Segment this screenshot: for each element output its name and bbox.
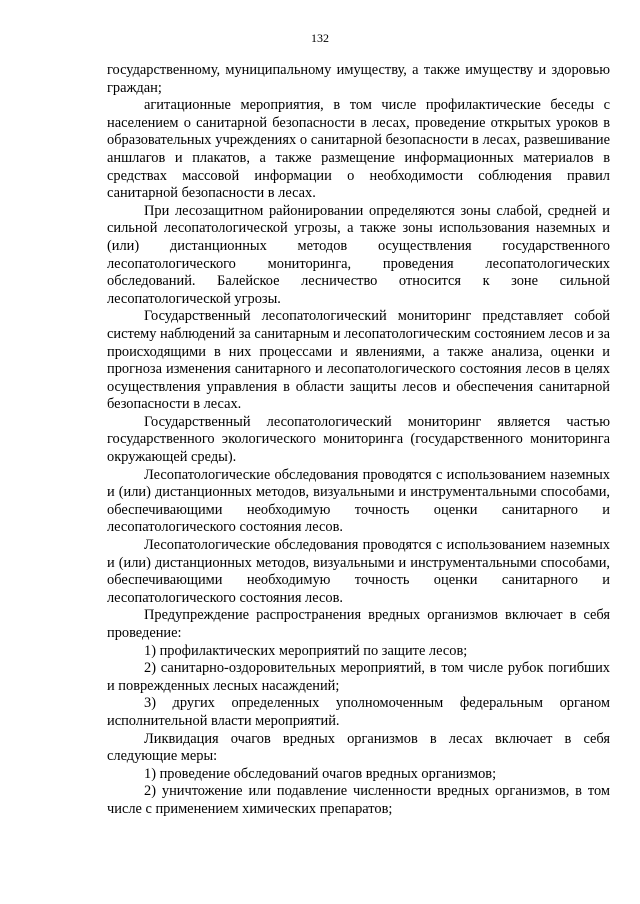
paragraph: Предупреждение распространения вредных организмов включает в себя проведение: bbox=[107, 607, 610, 641]
paragraph: При лесозащитном районировании определяются зоны слабой, средней и сильной лесопатологической угрозы, а также зоны использования наземных и (или) дистанционных методов осуществления государственного лесопатологического мониторинга, проведения лесопатологических обследований. Балейское лесничество относится к зоне сильной лесопатологической угрозы. bbox=[107, 202, 610, 307]
paragraph: агитационные мероприятия, в том числе профилактические беседы с населением о санитарной безопасности в лесах, проведение открытых уроков в образовательных учреждениях о санитарной безопасности в лесах, развешивание аншлагов и плакатов, а также размещение информационных материалов в средствах массовой информации о необходимости соблюдения правил санитарной безопасности в лесах. bbox=[107, 97, 610, 202]
paragraph: Государственный лесопатологический мониторинг представляет собой систему наблюдений за санитарным и лесопатологическим состоянием лесов и за происходящими в них процессами и явлениями, а также анализа, оценки и прогноза изменения санитарного и лесопатологического состояния лесов в целях осуществления управления в области защиты лесов и обеспечения санитарной безопасности в лесах. bbox=[107, 308, 610, 413]
paragraph: государственному, муниципальному имуществу, а также имуществу и здоровью граждан; bbox=[107, 62, 610, 96]
page-number: 132 bbox=[311, 31, 329, 45]
paragraph: Лесопатологические обследования проводятся с использованием наземных и (или) дистанционных методов, визуальными и инструментальными способами, обеспечивающими необходимую точность оценки санитарного и лесопатологического состояния лесов. bbox=[107, 537, 610, 606]
paragraph: Государственный лесопатологический мониторинг является частью государственного экологического мониторинга (государственного мониторинга окружающей среды). bbox=[107, 413, 610, 466]
list-item: 3) других определенных уполномоченным федеральным органом исполнительной власти мероприятий. bbox=[107, 695, 610, 729]
list-item: 1) проведение обследований очагов вредных организмов; bbox=[144, 765, 497, 782]
list-item: 2) санитарно-оздоровительных мероприятий, в том числе рубок погибших и поврежденных лесных насаждений; bbox=[107, 660, 610, 694]
list-item: 2) уничтожение или подавление численности вредных организмов, в том числе с применением химических препаратов; bbox=[107, 783, 610, 817]
paragraph: Лесопатологические обследования проводятся с использованием наземных и (или) дистанционных методов, визуальными и инструментальными способами, обеспечивающими необходимую точность оценки санитарного и лесопатологического состояния лесов. bbox=[107, 466, 610, 536]
document-body bbox=[107, 62, 610, 819]
list-item: 1) профилактических мероприятий по защите лесов; bbox=[144, 642, 468, 659]
paragraph: Ликвидация очагов вредных организмов в лесах включает в себя следующие меры: bbox=[107, 730, 610, 765]
